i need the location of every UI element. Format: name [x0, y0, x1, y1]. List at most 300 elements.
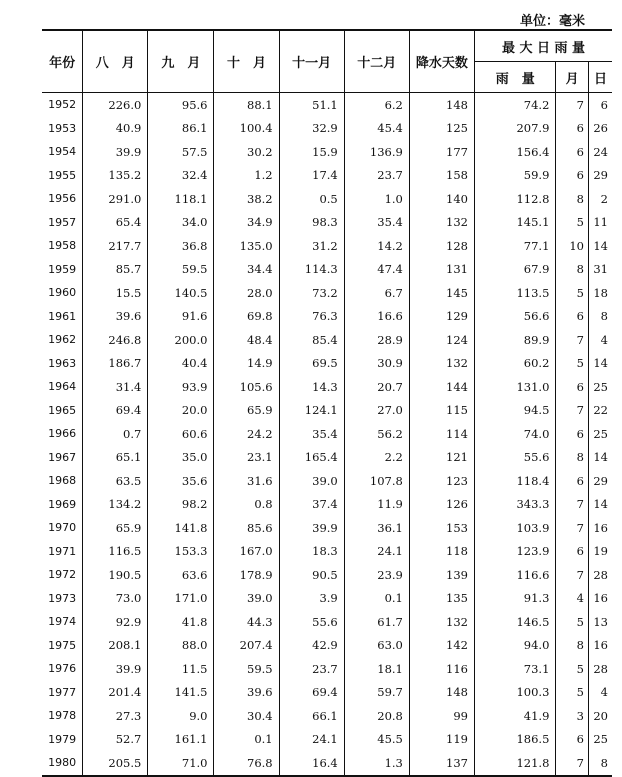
cell-oct: 39.0 — [214, 587, 279, 611]
cell-amount: 186.5 — [474, 728, 555, 752]
cell-days: 116 — [409, 657, 474, 681]
rainfall-table — [42, 29, 612, 777]
table-row — [42, 399, 612, 423]
cell-nov: 42.9 — [279, 634, 344, 658]
cell-nov: 165.4 — [279, 446, 344, 470]
cell-nov: 24.1 — [279, 728, 344, 752]
cell-month: 7 — [556, 399, 589, 423]
cell-amount: 116.6 — [474, 563, 555, 587]
cell-oct: 100.4 — [214, 117, 279, 141]
cell-amount: 60.2 — [474, 352, 555, 376]
cell-year: 1970 — [48, 521, 77, 535]
cell-amount: 123.9 — [474, 540, 555, 564]
cell-nov: 18.3 — [279, 540, 344, 564]
cell-oct: 178.9 — [214, 563, 279, 587]
cell-dec: 45.4 — [344, 117, 409, 141]
cell-oct: 135.0 — [214, 234, 279, 258]
cell-amount: 103.9 — [474, 516, 555, 540]
cell-month: 4 — [556, 587, 589, 611]
cell-aug: 205.5 — [83, 751, 148, 776]
cell-month: 6 — [556, 164, 589, 188]
cell-amount: 156.4 — [474, 140, 555, 164]
cell-amount: 91.3 — [474, 587, 555, 611]
table-row — [42, 93, 612, 117]
cell-amount: 94.0 — [474, 634, 555, 658]
table-row — [42, 211, 612, 235]
cell-year: 1973 — [48, 591, 77, 605]
table-row — [42, 540, 612, 564]
cell-oct: 39.6 — [214, 681, 279, 705]
cell-days: 140 — [409, 187, 474, 211]
cell-aug: 217.7 — [83, 234, 148, 258]
cell-day: 31 — [588, 258, 612, 282]
cell-dec: 136.9 — [344, 140, 409, 164]
cell-day: 8 — [588, 305, 612, 329]
cell-amount: 73.1 — [474, 657, 555, 681]
cell-day: 2 — [588, 187, 612, 211]
header-nov: 十一月 — [279, 30, 344, 93]
cell-dec: 6.2 — [344, 93, 409, 117]
cell-day: 28 — [588, 657, 612, 681]
cell-days: 121 — [409, 446, 474, 470]
cell-day: 22 — [588, 399, 612, 423]
cell-dec: 1.3 — [344, 751, 409, 776]
cell-nov: 73.2 — [279, 281, 344, 305]
cell-oct: 167.0 — [214, 540, 279, 564]
cell-month: 6 — [556, 422, 589, 446]
cell-days: 132 — [409, 610, 474, 634]
cell-amount: 145.1 — [474, 211, 555, 235]
cell-amount: 89.9 — [474, 328, 555, 352]
cell-days: 132 — [409, 211, 474, 235]
cell-oct: 30.4 — [214, 704, 279, 728]
cell-nov: 114.3 — [279, 258, 344, 282]
cell-aug: 135.2 — [83, 164, 148, 188]
cell-year: 1955 — [48, 168, 77, 182]
cell-day: 6 — [588, 93, 612, 117]
cell-aug: 246.8 — [83, 328, 148, 352]
table-row — [42, 117, 612, 141]
cell-day: 25 — [588, 375, 612, 399]
cell-month: 6 — [556, 540, 589, 564]
cell-nov: 124.1 — [279, 399, 344, 423]
cell-month: 7 — [556, 563, 589, 587]
cell-sep: 161.1 — [148, 728, 214, 752]
table-row — [42, 446, 612, 470]
cell-month: 5 — [556, 681, 589, 705]
cell-days: 124 — [409, 328, 474, 352]
cell-dec: 47.4 — [344, 258, 409, 282]
cell-dec: 1.0 — [344, 187, 409, 211]
cell-sep: 35.0 — [148, 446, 214, 470]
cell-oct: 23.1 — [214, 446, 279, 470]
cell-nov: 98.3 — [279, 211, 344, 235]
table-row — [42, 305, 612, 329]
cell-year: 1963 — [48, 356, 77, 370]
cell-year: 1978 — [48, 709, 77, 723]
cell-oct: 14.9 — [214, 352, 279, 376]
table-row — [42, 610, 612, 634]
table-row — [42, 164, 612, 188]
table-row — [42, 328, 612, 352]
cell-day: 8 — [588, 751, 612, 776]
table-header — [42, 30, 612, 93]
cell-day: 16 — [588, 516, 612, 540]
cell-sep: 171.0 — [148, 587, 214, 611]
cell-sep: 59.5 — [148, 258, 214, 282]
cell-day: 16 — [588, 634, 612, 658]
table-row — [42, 422, 612, 446]
cell-days: 145 — [409, 281, 474, 305]
cell-year: 1976 — [48, 662, 77, 676]
unit-label: 单位：毫米 — [520, 14, 586, 29]
cell-dec: 107.8 — [344, 469, 409, 493]
table-row — [42, 728, 612, 752]
cell-year: 1959 — [48, 262, 77, 276]
cell-nov: 39.0 — [279, 469, 344, 493]
cell-sep: 118.1 — [148, 187, 214, 211]
cell-sep: 93.9 — [148, 375, 214, 399]
cell-dec: 18.1 — [344, 657, 409, 681]
table-row — [42, 258, 612, 282]
cell-month: 8 — [556, 187, 589, 211]
cell-year: 1961 — [48, 309, 77, 323]
cell-amount: 74.0 — [474, 422, 555, 446]
cell-year: 1972 — [48, 568, 77, 582]
cell-month: 5 — [556, 657, 589, 681]
header-max-daily: 最 大 日 雨 量 — [474, 30, 612, 62]
cell-month: 6 — [556, 305, 589, 329]
cell-aug: 15.5 — [83, 281, 148, 305]
cell-oct: 24.2 — [214, 422, 279, 446]
cell-aug: 31.4 — [83, 375, 148, 399]
cell-days: 119 — [409, 728, 474, 752]
cell-dec: 28.9 — [344, 328, 409, 352]
cell-sep: 41.8 — [148, 610, 214, 634]
cell-sep: 57.5 — [148, 140, 214, 164]
cell-year: 1967 — [48, 450, 77, 464]
cell-sep: 63.6 — [148, 563, 214, 587]
cell-amount: 112.8 — [474, 187, 555, 211]
cell-month: 7 — [556, 751, 589, 776]
table-row — [42, 657, 612, 681]
cell-aug: 39.6 — [83, 305, 148, 329]
cell-aug: 134.2 — [83, 493, 148, 517]
cell-oct: 65.9 — [214, 399, 279, 423]
cell-amount: 121.8 — [474, 751, 555, 776]
cell-year: 1957 — [48, 215, 77, 229]
cell-dec: 61.7 — [344, 610, 409, 634]
cell-day: 24 — [588, 140, 612, 164]
table-row — [42, 681, 612, 705]
cell-days: 137 — [409, 751, 474, 776]
cell-year: 1960 — [48, 286, 77, 300]
cell-year: 1958 — [48, 239, 77, 253]
cell-day: 26 — [588, 117, 612, 141]
cell-aug: 52.7 — [83, 728, 148, 752]
cell-nov: 35.4 — [279, 422, 344, 446]
cell-aug: 73.0 — [83, 587, 148, 611]
cell-oct: 34.4 — [214, 258, 279, 282]
cell-aug: 208.1 — [83, 634, 148, 658]
cell-sep: 86.1 — [148, 117, 214, 141]
cell-dec: 27.0 — [344, 399, 409, 423]
cell-aug: 39.9 — [83, 657, 148, 681]
cell-aug: 69.4 — [83, 399, 148, 423]
table-row — [42, 587, 612, 611]
cell-month: 5 — [556, 281, 589, 305]
cell-dec: 63.0 — [344, 634, 409, 658]
cell-day: 20 — [588, 704, 612, 728]
cell-amount: 100.3 — [474, 681, 555, 705]
cell-year: 1956 — [48, 192, 77, 206]
cell-day: 18 — [588, 281, 612, 305]
cell-nov: 37.4 — [279, 493, 344, 517]
cell-amount: 343.3 — [474, 493, 555, 517]
cell-oct: 31.6 — [214, 469, 279, 493]
cell-sep: 88.0 — [148, 634, 214, 658]
table-row — [42, 493, 612, 517]
cell-oct: 105.6 — [214, 375, 279, 399]
cell-days: 177 — [409, 140, 474, 164]
cell-month: 8 — [556, 446, 589, 470]
cell-month: 8 — [556, 634, 589, 658]
cell-sep: 35.6 — [148, 469, 214, 493]
cell-aug: 116.5 — [83, 540, 148, 564]
cell-sep: 32.4 — [148, 164, 214, 188]
cell-nov: 69.5 — [279, 352, 344, 376]
cell-dec: 35.4 — [344, 211, 409, 235]
cell-nov: 31.2 — [279, 234, 344, 258]
cell-amount: 55.6 — [474, 446, 555, 470]
cell-aug: 40.9 — [83, 117, 148, 141]
cell-oct: 85.6 — [214, 516, 279, 540]
cell-days: 131 — [409, 258, 474, 282]
cell-dec: 2.2 — [344, 446, 409, 470]
cell-year: 1980 — [42, 751, 83, 776]
cell-oct: 59.5 — [214, 657, 279, 681]
cell-sep: 20.0 — [148, 399, 214, 423]
cell-days: 114 — [409, 422, 474, 446]
cell-year: 1962 — [48, 333, 77, 347]
cell-aug: 190.5 — [83, 563, 148, 587]
cell-nov: 66.1 — [279, 704, 344, 728]
cell-nov: 17.4 — [279, 164, 344, 188]
cell-day: 11 — [588, 211, 612, 235]
cell-year: 1968 — [48, 474, 77, 488]
cell-aug: 226.0 — [83, 93, 148, 117]
cell-days: 129 — [409, 305, 474, 329]
cell-sep: 200.0 — [148, 328, 214, 352]
cell-oct: 1.2 — [214, 164, 279, 188]
cell-month: 6 — [556, 469, 589, 493]
cell-day: 4 — [588, 328, 612, 352]
cell-dec: 36.1 — [344, 516, 409, 540]
table-row — [42, 187, 612, 211]
cell-year: 1964 — [48, 380, 77, 394]
cell-sep: 36.8 — [148, 234, 214, 258]
cell-month: 6 — [556, 117, 589, 141]
cell-days: 144 — [409, 375, 474, 399]
cell-oct: 0.8 — [214, 493, 279, 517]
cell-days: 158 — [409, 164, 474, 188]
cell-sep: 153.3 — [148, 540, 214, 564]
table-row — [42, 352, 612, 376]
cell-month: 6 — [556, 140, 589, 164]
cell-dec: 30.9 — [344, 352, 409, 376]
cell-day: 14 — [588, 234, 612, 258]
cell-month: 6 — [556, 728, 589, 752]
cell-days: 135 — [409, 587, 474, 611]
cell-aug: 65.4 — [83, 211, 148, 235]
cell-nov: 23.7 — [279, 657, 344, 681]
cell-sep: 91.6 — [148, 305, 214, 329]
cell-oct: 0.1 — [214, 728, 279, 752]
cell-oct: 30.2 — [214, 140, 279, 164]
cell-nov: 16.4 — [279, 751, 344, 776]
cell-amount: 146.5 — [474, 610, 555, 634]
cell-oct: 34.9 — [214, 211, 279, 235]
table-row — [42, 516, 612, 540]
cell-month: 6 — [556, 375, 589, 399]
cell-dec: 16.6 — [344, 305, 409, 329]
cell-sep: 34.0 — [148, 211, 214, 235]
cell-sep: 9.0 — [148, 704, 214, 728]
header-sep: 九 月 — [148, 30, 214, 93]
cell-nov: 0.5 — [279, 187, 344, 211]
cell-oct: 28.0 — [214, 281, 279, 305]
header-oct: 十 月 — [214, 30, 279, 93]
cell-aug: 27.3 — [83, 704, 148, 728]
header-month: 月 — [556, 62, 589, 93]
cell-dec: 11.9 — [344, 493, 409, 517]
cell-amount: 74.2 — [474, 93, 555, 117]
cell-month: 5 — [556, 610, 589, 634]
cell-nov: 76.3 — [279, 305, 344, 329]
cell-month: 7 — [556, 493, 589, 517]
cell-day: 13 — [588, 610, 612, 634]
header-amount: 雨 量 — [474, 62, 555, 93]
cell-month: 3 — [556, 704, 589, 728]
cell-day: 29 — [588, 469, 612, 493]
cell-month: 7 — [556, 516, 589, 540]
table-row — [42, 375, 612, 399]
cell-nov: 32.9 — [279, 117, 344, 141]
cell-year: 1965 — [48, 403, 77, 417]
cell-days: 128 — [409, 234, 474, 258]
cell-day: 14 — [588, 493, 612, 517]
cell-sep: 95.6 — [148, 93, 214, 117]
cell-year: 1979 — [48, 732, 77, 746]
cell-aug: 39.9 — [83, 140, 148, 164]
cell-nov: 85.4 — [279, 328, 344, 352]
header-rain-days: 降水天数 — [409, 30, 474, 93]
cell-sep: 140.5 — [148, 281, 214, 305]
cell-days: 99 — [409, 704, 474, 728]
cell-dec: 20.7 — [344, 375, 409, 399]
header-day: 日 — [588, 62, 612, 93]
cell-oct: 207.4 — [214, 634, 279, 658]
cell-days: 142 — [409, 634, 474, 658]
cell-days: 125 — [409, 117, 474, 141]
cell-day: 19 — [588, 540, 612, 564]
header-dec: 十二月 — [344, 30, 409, 93]
cell-amount: 207.9 — [474, 117, 555, 141]
cell-dec: 56.2 — [344, 422, 409, 446]
cell-year: 1975 — [48, 638, 77, 652]
cell-month: 10 — [556, 234, 589, 258]
cell-aug: 201.4 — [83, 681, 148, 705]
cell-day: 4 — [588, 681, 612, 705]
cell-oct: 48.4 — [214, 328, 279, 352]
cell-sep: 141.8 — [148, 516, 214, 540]
cell-amount: 41.9 — [474, 704, 555, 728]
cell-days: 126 — [409, 493, 474, 517]
cell-amount: 56.6 — [474, 305, 555, 329]
cell-sep: 141.5 — [148, 681, 214, 705]
cell-year: 1954 — [48, 145, 77, 159]
cell-month: 7 — [556, 328, 589, 352]
cell-days: 118 — [409, 540, 474, 564]
cell-amount: 67.9 — [474, 258, 555, 282]
cell-day: 14 — [588, 352, 612, 376]
cell-month: 5 — [556, 352, 589, 376]
cell-amount: 113.5 — [474, 281, 555, 305]
cell-sep: 98.2 — [148, 493, 214, 517]
header-year: 年份 — [42, 30, 83, 93]
cell-dec: 0.1 — [344, 587, 409, 611]
cell-dec: 6.7 — [344, 281, 409, 305]
header-aug: 八 月 — [83, 30, 148, 93]
cell-dec: 23.9 — [344, 563, 409, 587]
cell-year: 1974 — [48, 615, 77, 629]
table-row — [42, 140, 612, 164]
cell-year: 1953 — [48, 121, 77, 135]
cell-aug: 65.1 — [83, 446, 148, 470]
cell-oct: 69.8 — [214, 305, 279, 329]
cell-month: 8 — [556, 258, 589, 282]
cell-day: 28 — [588, 563, 612, 587]
cell-day: 29 — [588, 164, 612, 188]
cell-sep: 11.5 — [148, 657, 214, 681]
cell-days: 132 — [409, 352, 474, 376]
table-row — [42, 281, 612, 305]
table-row — [42, 469, 612, 493]
cell-days: 115 — [409, 399, 474, 423]
cell-aug: 63.5 — [83, 469, 148, 493]
cell-amount: 118.4 — [474, 469, 555, 493]
cell-days: 148 — [409, 93, 474, 117]
cell-dec: 23.7 — [344, 164, 409, 188]
cell-oct: 76.8 — [214, 751, 279, 776]
cell-day: 25 — [588, 422, 612, 446]
cell-nov: 51.1 — [279, 93, 344, 117]
cell-year: 1977 — [48, 685, 77, 699]
cell-nov: 15.9 — [279, 140, 344, 164]
cell-month: 5 — [556, 211, 589, 235]
cell-aug: 92.9 — [83, 610, 148, 634]
cell-month: 7 — [556, 93, 589, 117]
cell-aug: 0.7 — [83, 422, 148, 446]
cell-day: 14 — [588, 446, 612, 470]
cell-oct: 88.1 — [214, 93, 279, 117]
cell-year: 1966 — [48, 427, 77, 441]
cell-days: 148 — [409, 681, 474, 705]
cell-oct: 38.2 — [214, 187, 279, 211]
table-row — [42, 751, 612, 776]
cell-year: 1952 — [48, 98, 77, 112]
table-body — [42, 93, 612, 776]
